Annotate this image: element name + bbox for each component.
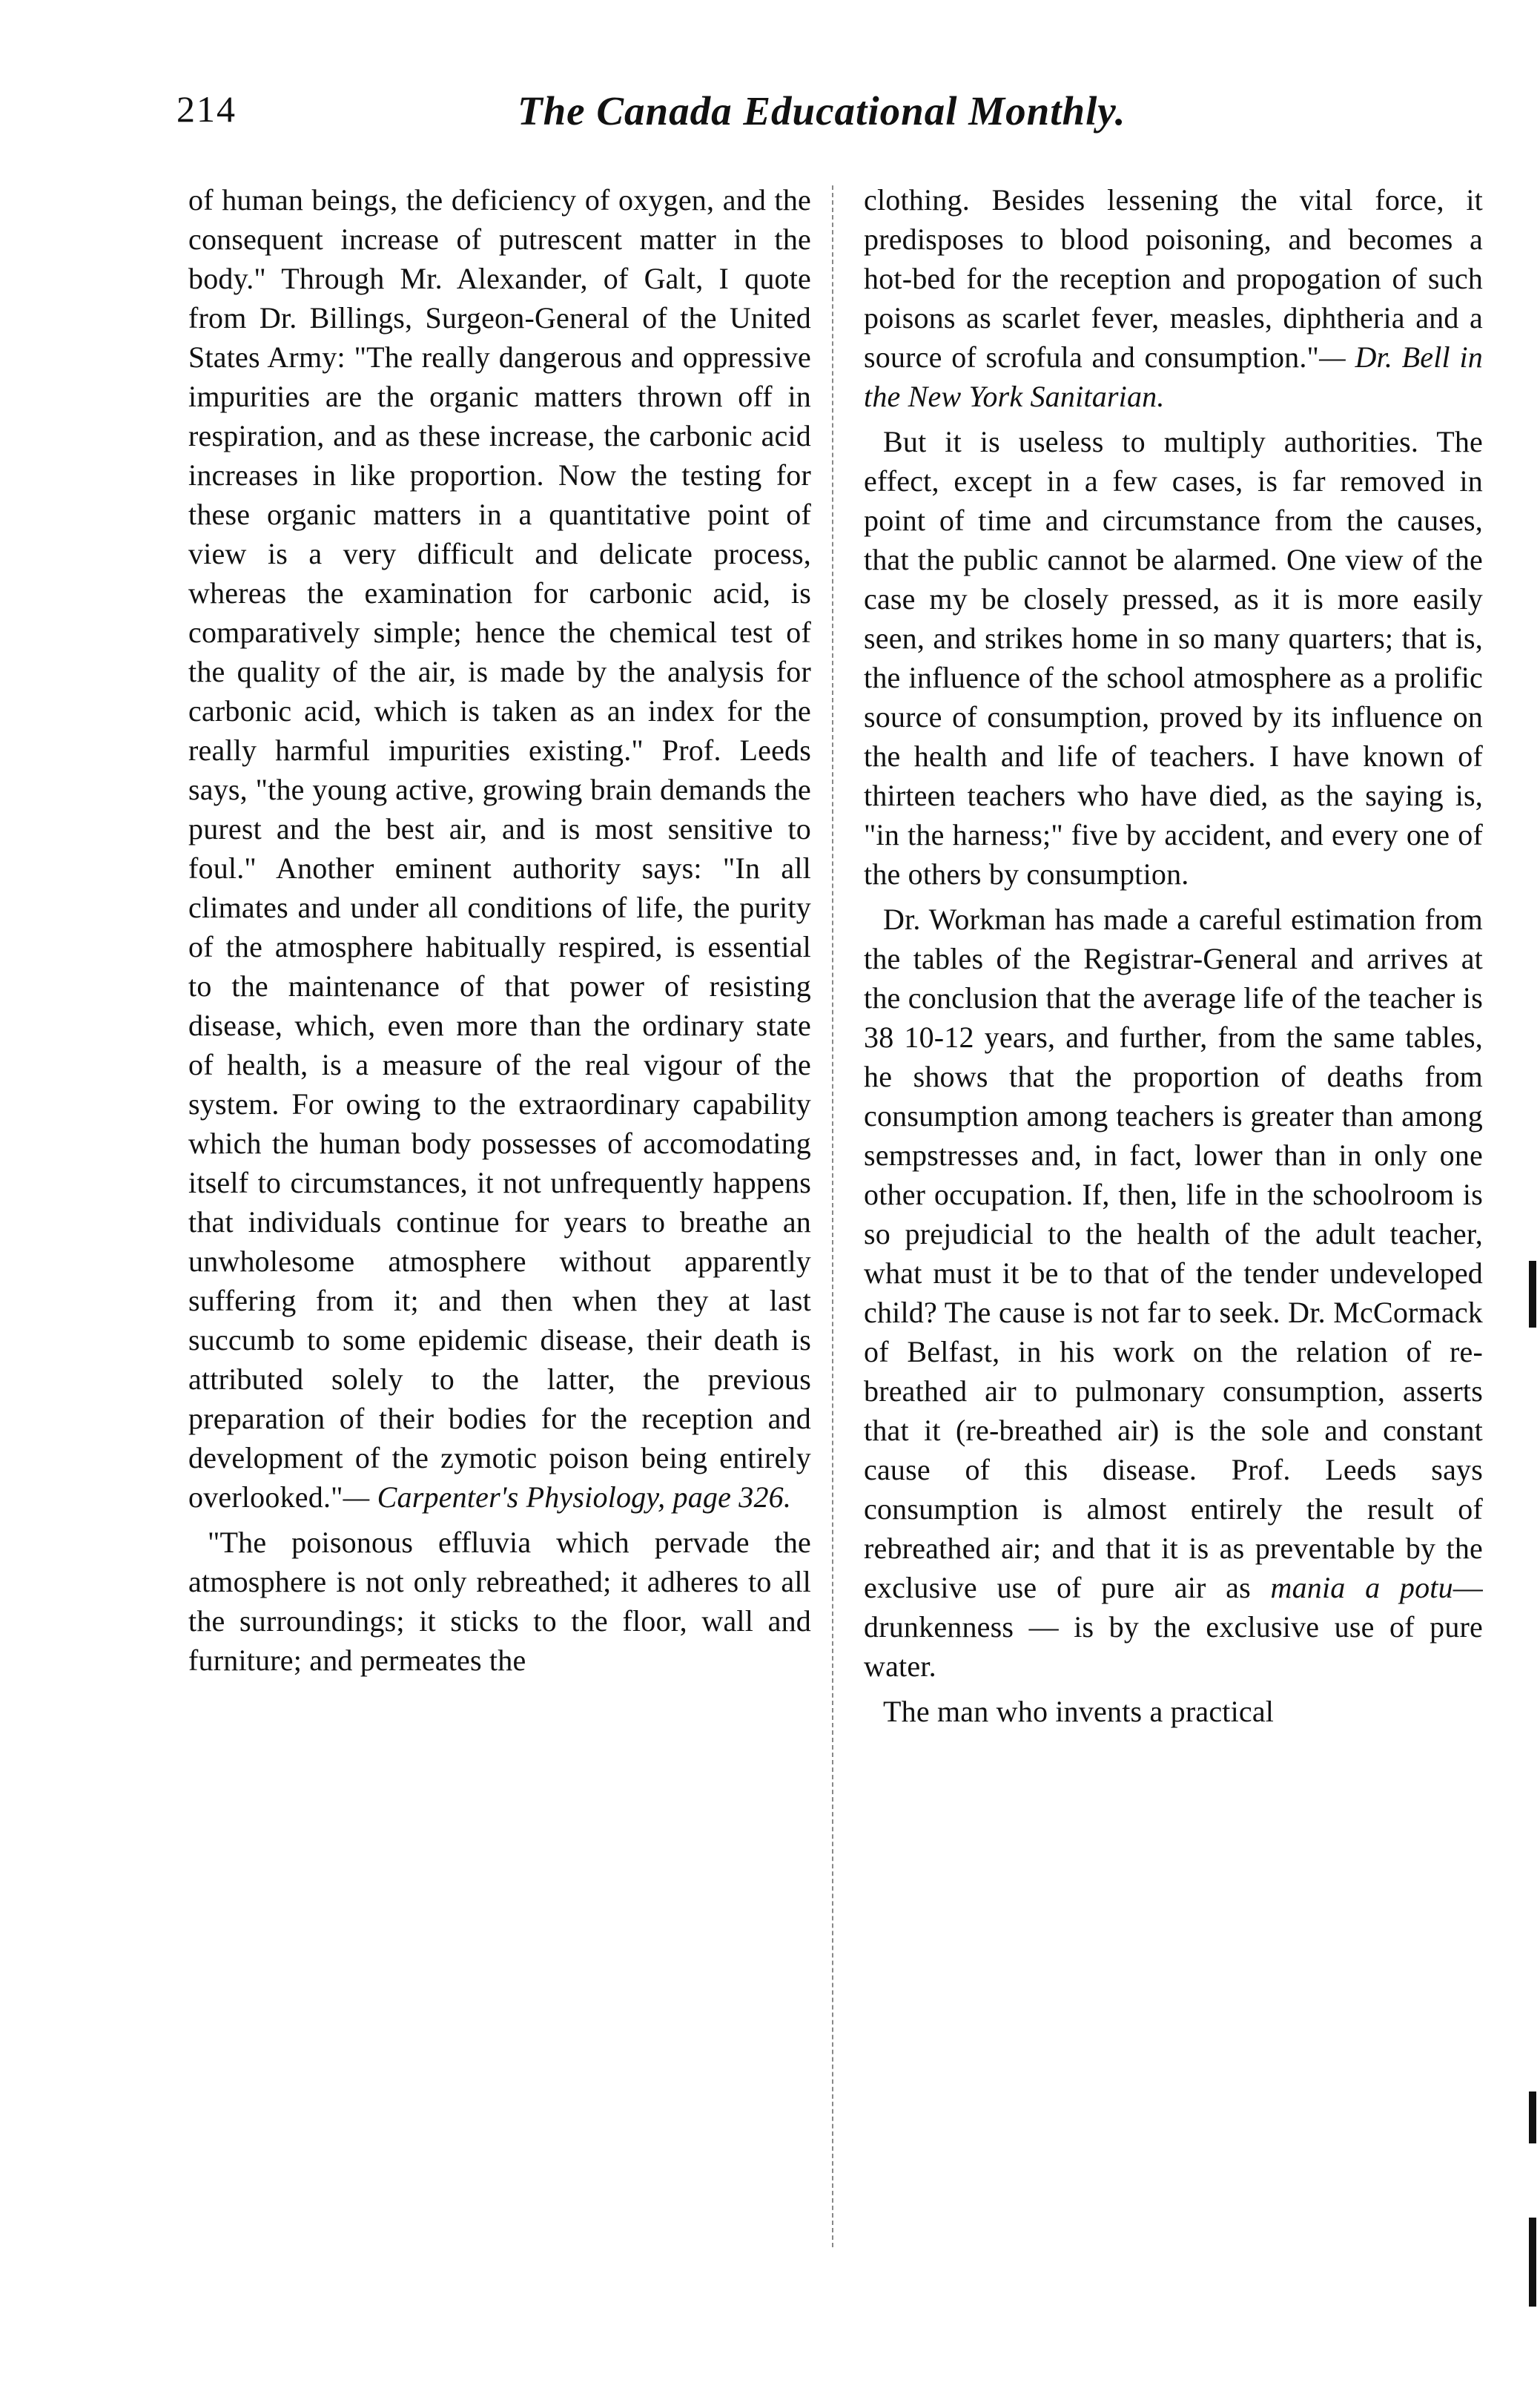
running-title: The Canada Educational Monthly.	[518, 88, 1126, 134]
column-divider	[832, 185, 833, 2247]
paragraph	[188, 180, 811, 1517]
citation: — Dr. Bell in the New York Sanitarian.	[864, 340, 1483, 413]
page-edge-mark	[1529, 1261, 1536, 1328]
page-number: 214	[176, 88, 237, 130]
paragraph-text: of human beings, the deficiency of oxygen, and the consequent increase of putrescent matter in the body." Through Mr. Alexander, of Galt, I quote from Dr. Billings, Surgeon-General of the United States Army: "The really dangerous and oppressive impurities are the organic matters thrown off in respiration, and as these increase, the carbonic acid increases in like proportion. Now the testing for these organic matters in a quantitative point of view is a very difficult and delicate process, whereas the examination for carbonic acid, is comparatively simple; hence the chemical test of the quality of the air, is made by the analysis for carbonic acid, which is taken as an index for the really harmful impurities existing." Prof. Leeds says, "the young active, growing brain demands the purest and the best air, and is most sensitive to foul." Another eminent authority says: "In all climates and under all conditions of life, the purity of the atmosphere habitually respired, is essential to the maintenance of that power of resisting disease, which, even more than the ordinary state of health, is a measure of the real vigour of the system. For owing to the extraordinary capability which the human body possesses of accomodating itself to circumstances, it not unfrequently happens that individuals continue for years to breathe an unwholesome atmosphere without apparently suffering from it; and then when they at last succumb to some epidemic disease, their death is attributed solely to the latter, the previous preparation of their bodies for the reception and development of the zymotic poison being entirely overlooked."	[188, 183, 811, 1514]
page-edge-mark	[1529, 2092, 1536, 2143]
page-edge-mark	[1529, 2218, 1536, 2307]
paragraph: "The poisonous effluvia which pervade the atmosphere is not only rebreathed; it adheres to all the surroundings; it sticks to the floor, wall and furniture; and permeates the	[188, 1526, 811, 1677]
paragraph	[864, 900, 1483, 1686]
paragraph-text: — drunkenness — is by the exclusive use of pure water.	[864, 1571, 1483, 1683]
paragraph	[864, 180, 1483, 416]
running-header	[176, 88, 1481, 154]
paragraph-text: clothing. Besides lessening the vital force, it predisposes to blood poisoning, and becomes a hot-bed for the reception and propogation of such poisons as scarlet fever, measles, diphtheria and a source of scrofula and consumption."	[864, 183, 1483, 374]
citation: — Carpenter's Physiology, page 326.	[343, 1480, 792, 1514]
left-column	[188, 180, 811, 1680]
italic-phrase: mania a potu	[1270, 1571, 1453, 1604]
paragraph-text: Dr. Workman has made a careful estimation from the tables of the Registrar-General and arrives at the conclusion that the average life of the teacher is 38 10-12 years, and further, from the same tables, he shows that the proportion of deaths from consumption among teachers is greater than among sempstresses and, in fact, lower than in only one other occupation. If, then, life in the schoolroom is so prejudicial to the health of the adult teacher, what must it be to that of the tender undeveloped child? The cause is not far to seek. Dr. McCormack of Belfast, in his work on the relation of re-breathed air to pulmonary consumption, asserts that it (re-breathed air) is the sole and constant cause of this disease. Prof. Leeds says consumption is almost entirely the result of rebreathed air; and that it is as preventable by the exclusive use of pure air as	[864, 903, 1483, 1604]
right-column	[864, 180, 1483, 1731]
paragraph: The man who invents a practical	[883, 1695, 1275, 1728]
paragraph: But it is useless to multiply authorities. The effect, except in a few cases, is far removed in point of time and circumstance from the causes, that the public cannot be alarmed. One view of the case my be closely pressed, as it is more easily seen, and strikes home in so many quarters; that is, the influence of the school atmosphere as a prolific source of consumption, proved by its influence on the health and life of teachers. I have known of thirteen teachers who have died, as the saying is, "in the harness;" five by accident, and every one of the others by consumption.	[864, 425, 1483, 891]
